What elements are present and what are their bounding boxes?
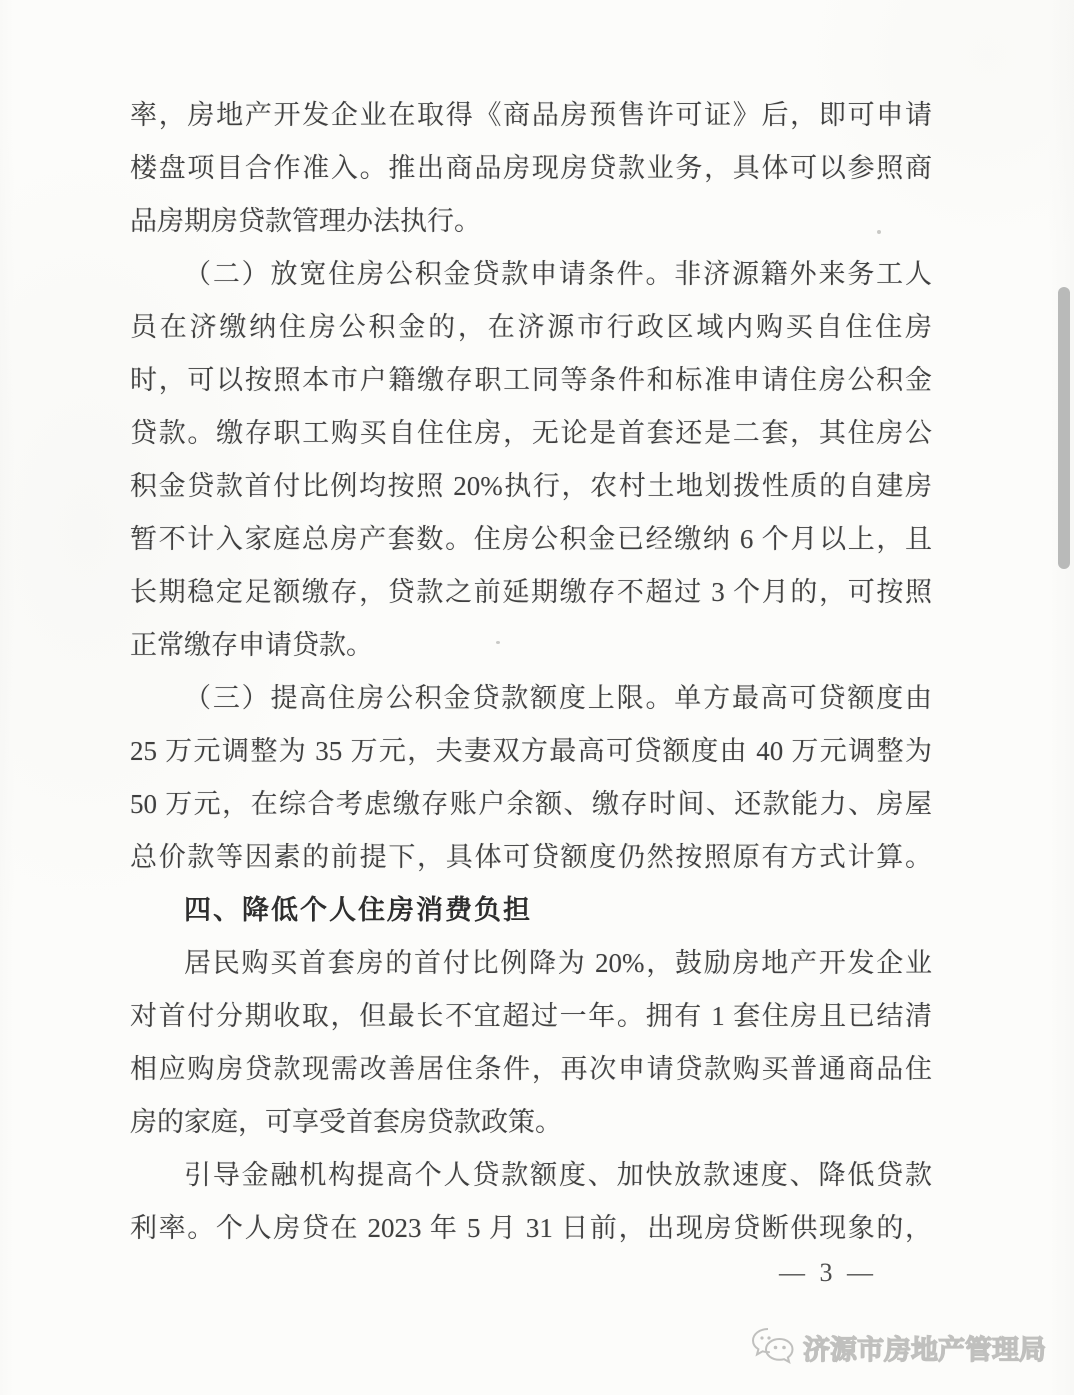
text-line: 长期稳定足额缴存，贷款之前延期缴存不超过 3 个月的，可按照 (130, 577, 932, 607)
text-line: 总价款等因素的前提下，具体可贷额度仍然按照原有方式计算。 (130, 842, 932, 872)
text-line: 暂不计入家庭总房产套数。住房公积金已经缴纳 6 个月以上，且 (130, 524, 932, 554)
text-line: 对首付分期收取，但最长不宜超过一年。拥有 1 套住房且已结清 (130, 1001, 932, 1031)
text-line: 引导金融机构提高个人贷款额度、加快放款速度、降低贷款 (184, 1160, 932, 1190)
text-line: 时，可以按照本市户籍缴存职工同等条件和标准申请住房公积金 (130, 365, 932, 395)
text-line: 50 万元，在综合考虑缴存账户余额、缴存时间、还款能力、房屋 (130, 789, 932, 819)
scan-speck (496, 641, 500, 644)
text-line: 积金贷款首付比例均按照 20%执行，农村土地划拨性质的自建房 (130, 471, 932, 501)
footer-watermark (750, 1326, 1046, 1368)
text-line: 楼盘项目合作准入。推出商品房现房贷款业务，具体可以参照商 (130, 153, 932, 183)
scrollbar-thumb[interactable] (1058, 287, 1070, 569)
text-line: 品房期房贷款管理办法执行。 (130, 206, 481, 236)
text-line: 房的家庭，可享受首套房贷款政策。 (130, 1107, 562, 1137)
document-body (130, 89, 932, 1255)
text-line: 居民购买首套房的首付比例降为 20%，鼓励房地产开发企业 (184, 948, 932, 978)
scan-speck (877, 230, 881, 234)
watermark-text: 济源市房地产管理局 (803, 1334, 1046, 1365)
page-number: — 3 — (779, 1258, 877, 1287)
text-line: 员在济缴纳住房公积金的，在济源市行政区域内购买自住住房 (130, 312, 932, 342)
section-heading: 四、降低个人住房消费负担 (184, 895, 532, 925)
text-line: 率，房地产开发企业在取得《商品房预售许可证》后，即可申请 (130, 100, 932, 130)
text-line: 相应购房贷款现需改善居住条件，再次申请贷款购买普通商品住 (130, 1054, 932, 1084)
wechat-icon (750, 1326, 796, 1368)
text-line: 正常缴存申请贷款。 (130, 630, 373, 660)
text-line: 贷款。缴存职工购买自住住房，无论是首套还是二套，其住房公 (130, 418, 932, 448)
text-line: 25 万元调整为 35 万元，夫妻双方最高可贷额度由 40 万元调整为 (130, 736, 932, 766)
text-line: 利率。个人房贷在 2023 年 5 月 31 日前，出现房贷断供现象的， (130, 1213, 932, 1243)
text-line: （二）放宽住房公积金贷款申请条件。非济源籍外来务工人 (184, 259, 932, 289)
text-line: （三）提高住房公积金贷款额度上限。单方最高可贷额度由 (184, 683, 932, 713)
